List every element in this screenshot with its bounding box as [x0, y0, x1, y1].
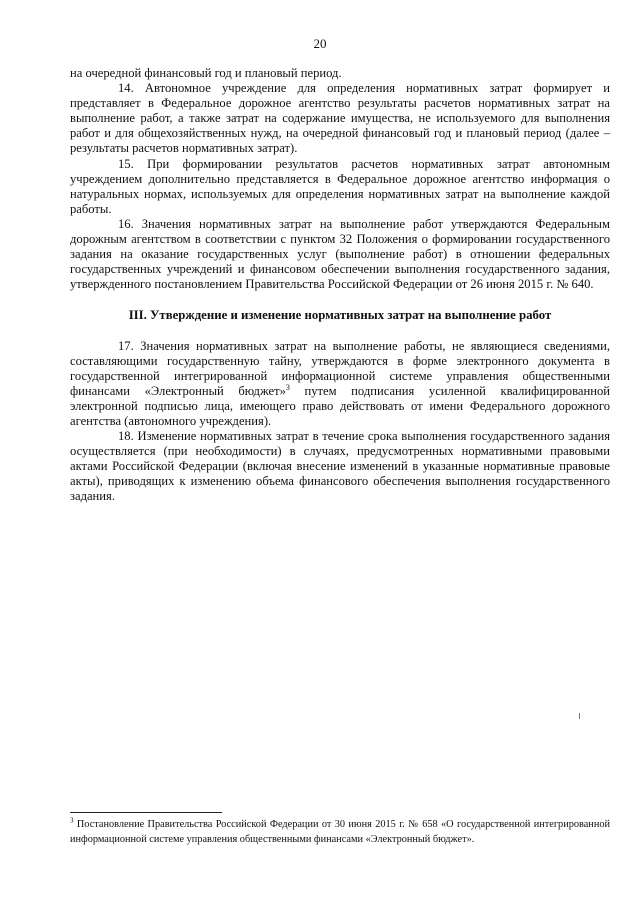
footnote-reference: 3: [285, 382, 290, 392]
section-heading: III. Утверждение и изменение нормативных затрат на выполнение работ: [128, 308, 552, 323]
paragraph-15: 15. При формировании результатов расчетов нормативных затрат автономным учреждением дополнительно представляется в Федеральное дорожное агентство информация о натуральных нормах, используемых для определения нормативных затрат на выполнение каждой работы.: [70, 156, 610, 216]
footnote: [70, 818, 610, 847]
paragraph-18: 18. Изменение нормативных затрат в течение срока выполнения государственного задания осуществляется (при необходимости) в случаях, предусмотренных нормативными правовыми актами Российской Федерации (включая внесение изменений в указанные нормативные правовые акты), приводящих к изменению объема финансового обеспечения выполнения государственного задания.: [70, 429, 610, 504]
page-number: 20: [313, 36, 327, 51]
document-body: [70, 66, 610, 505]
footnote-separator: [70, 812, 222, 813]
scan-mark: [579, 713, 580, 719]
paragraph-17-text-before-ref: 17. Значения нормативных затрат на выполнение работы, не являющиеся сведениями, составляющими государственную тайну, утверждаются в форме электронного документа в государственной интегрированной информационной системе управления общественными финансами «Электронный бюджет»: [70, 338, 610, 398]
paragraph-continuation: на очередной финансовый год и плановый период.: [70, 66, 342, 80]
footnote-text: Постановление Правительства Российской Федерации от 30 июня 2015 г. № 658 «О государственной интегрированной информационной системе управления общественными финансами «Электронный бюджет».: [70, 819, 610, 845]
paragraph-16: 16. Значения нормативных затрат на выполнение работ утверждаются Федеральным дорожным агентством в соответствии с пунктом 32 Положения о формировании государственного задания на оказание государственных услуг (выполнение работ) в отношении федеральных государственных учреждений и финансовом обеспечении выполнения государственного задания, утвержденного постановлением Правительства Российской Федерации от 26 июня 2015 г. № 640.: [70, 216, 610, 292]
paragraph-17-text-after-ref: путем подписания усиленной квалифицированной электронной подписью лица, имеющего право действовать от имени Федерального дорожного агентства (автономного учреждения).: [70, 383, 610, 428]
footnote-mark: 3: [70, 816, 74, 825]
paragraph-17: [70, 339, 610, 430]
paragraph-14: 14. Автономное учреждение для определения нормативных затрат формирует и представляет в Федеральное дорожное агентство результаты расчетов нормативных затрат на выполнение работ, а также затрат на содержание имущества, не используемого для выполнения работ и для общехозяйственных нужд, на очередной финансовый год и плановый период (далее – результаты расчетов нормативных затрат).: [70, 81, 610, 156]
